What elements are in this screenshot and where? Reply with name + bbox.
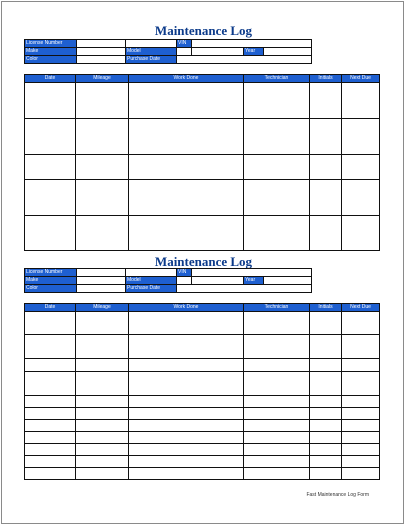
model-year-cell bbox=[192, 277, 312, 285]
cell[interactable] bbox=[342, 420, 380, 432]
col-technician: Technician bbox=[244, 304, 310, 312]
cell[interactable] bbox=[342, 396, 380, 408]
cell[interactable] bbox=[25, 359, 76, 372]
cell[interactable] bbox=[310, 444, 342, 456]
cell[interactable] bbox=[76, 335, 129, 359]
make-field[interactable] bbox=[77, 277, 126, 285]
cell[interactable] bbox=[310, 359, 342, 372]
cell[interactable] bbox=[129, 155, 244, 180]
cell[interactable] bbox=[129, 180, 244, 216]
cell[interactable] bbox=[244, 216, 310, 251]
cell[interactable] bbox=[25, 468, 76, 480]
cell[interactable] bbox=[244, 396, 310, 408]
year-field[interactable] bbox=[264, 48, 312, 55]
cell[interactable] bbox=[76, 180, 129, 216]
purchase-date-label: Purchase Date bbox=[126, 285, 177, 293]
cell[interactable] bbox=[76, 83, 129, 119]
cell[interactable] bbox=[244, 155, 310, 180]
cell[interactable] bbox=[310, 372, 342, 396]
cell[interactable] bbox=[76, 155, 129, 180]
log-title: Maintenance Log bbox=[154, 254, 253, 269]
model-field[interactable] bbox=[177, 48, 192, 56]
cell[interactable] bbox=[25, 216, 76, 251]
cell[interactable] bbox=[342, 444, 380, 456]
cell[interactable] bbox=[310, 180, 342, 216]
vehicle-info-table bbox=[24, 268, 312, 293]
color-field[interactable] bbox=[77, 285, 126, 293]
cell[interactable] bbox=[244, 372, 310, 396]
cell[interactable] bbox=[310, 432, 342, 444]
cell[interactable] bbox=[129, 396, 244, 408]
cell[interactable] bbox=[129, 119, 244, 155]
model-label: Model bbox=[126, 48, 177, 56]
cell[interactable] bbox=[25, 119, 76, 155]
cell[interactable] bbox=[244, 444, 310, 456]
cell[interactable] bbox=[342, 312, 380, 335]
cell[interactable] bbox=[342, 468, 380, 480]
table-row bbox=[25, 155, 380, 180]
cell[interactable] bbox=[25, 432, 76, 444]
cell[interactable] bbox=[25, 155, 76, 180]
col-next-due: Next Due bbox=[342, 304, 380, 312]
vin-field[interactable] bbox=[192, 40, 312, 48]
color-label: Color bbox=[25, 56, 77, 64]
table-row bbox=[25, 312, 380, 335]
model-field[interactable] bbox=[177, 277, 192, 285]
cell[interactable] bbox=[76, 408, 129, 420]
cell[interactable] bbox=[244, 408, 310, 420]
col-mileage: Mileage bbox=[76, 304, 129, 312]
cell[interactable] bbox=[25, 420, 76, 432]
cell[interactable] bbox=[310, 456, 342, 468]
cell[interactable] bbox=[342, 335, 380, 359]
cell[interactable] bbox=[76, 468, 129, 480]
cell[interactable] bbox=[310, 468, 342, 480]
cell[interactable] bbox=[310, 83, 342, 119]
cell[interactable] bbox=[342, 456, 380, 468]
cell[interactable] bbox=[342, 180, 380, 216]
cell[interactable] bbox=[342, 408, 380, 420]
cell[interactable] bbox=[25, 372, 76, 396]
purchase-date-label: Purchase Date bbox=[126, 56, 177, 64]
table-row bbox=[25, 444, 380, 456]
make-field[interactable] bbox=[77, 48, 126, 56]
model-year-cell bbox=[192, 48, 312, 56]
cell[interactable] bbox=[342, 83, 380, 119]
col-initials: Initials bbox=[310, 75, 342, 83]
cell[interactable] bbox=[76, 372, 129, 396]
cell[interactable] bbox=[25, 396, 76, 408]
model-year-subtable bbox=[192, 277, 311, 284]
log-title: Maintenance Log bbox=[154, 23, 253, 38]
log-table bbox=[24, 303, 380, 480]
table-row bbox=[25, 359, 380, 372]
color-label: Color bbox=[25, 285, 77, 293]
cell[interactable] bbox=[25, 83, 76, 119]
log-table bbox=[24, 74, 380, 251]
table-row bbox=[25, 468, 380, 480]
table-row bbox=[25, 432, 380, 444]
cell[interactable] bbox=[310, 396, 342, 408]
footer-credit: Fast Maintenance Log Form bbox=[306, 492, 369, 498]
cell[interactable] bbox=[129, 432, 244, 444]
cell[interactable] bbox=[129, 216, 244, 251]
cell[interactable] bbox=[76, 456, 129, 468]
model-label: Model bbox=[126, 277, 177, 285]
cell[interactable] bbox=[76, 312, 129, 335]
table-row bbox=[25, 216, 380, 251]
cell[interactable] bbox=[244, 83, 310, 119]
cell[interactable] bbox=[244, 180, 310, 216]
cell[interactable] bbox=[244, 335, 310, 359]
license-number-field-ext[interactable] bbox=[126, 269, 177, 277]
cell[interactable] bbox=[25, 456, 76, 468]
cell[interactable] bbox=[25, 312, 76, 335]
model-field-ext[interactable] bbox=[192, 48, 244, 55]
table-row bbox=[25, 420, 380, 432]
cell[interactable] bbox=[310, 216, 342, 251]
cell[interactable] bbox=[244, 119, 310, 155]
cell[interactable] bbox=[310, 335, 342, 359]
cell[interactable] bbox=[129, 359, 244, 372]
cell[interactable] bbox=[342, 155, 380, 180]
model-field-ext[interactable] bbox=[192, 277, 244, 284]
col-mileage: Mileage bbox=[76, 75, 129, 83]
cell[interactable] bbox=[129, 468, 244, 480]
license-number-label: License Number bbox=[25, 269, 77, 277]
cell[interactable] bbox=[76, 396, 129, 408]
vin-field[interactable] bbox=[192, 269, 312, 277]
table-row bbox=[25, 408, 380, 420]
col-date: Date bbox=[25, 75, 76, 83]
cell[interactable] bbox=[76, 119, 129, 155]
table-row bbox=[25, 83, 380, 119]
cell[interactable] bbox=[129, 456, 244, 468]
cell[interactable] bbox=[25, 180, 76, 216]
cell[interactable] bbox=[76, 216, 129, 251]
year-label: Year bbox=[244, 277, 264, 284]
table-row bbox=[25, 119, 380, 155]
purchase-date-field[interactable] bbox=[177, 285, 312, 293]
cell[interactable] bbox=[244, 420, 310, 432]
col-next-due: Next Due bbox=[342, 75, 380, 83]
vin-label: VIN bbox=[177, 40, 192, 48]
cell[interactable] bbox=[342, 216, 380, 251]
cell[interactable] bbox=[310, 420, 342, 432]
cell[interactable] bbox=[76, 359, 129, 372]
cell[interactable] bbox=[310, 312, 342, 335]
cell[interactable] bbox=[25, 444, 76, 456]
cell[interactable] bbox=[244, 359, 310, 372]
purchase-date-field[interactable] bbox=[177, 56, 312, 64]
cell[interactable] bbox=[244, 432, 310, 444]
cell[interactable] bbox=[129, 312, 244, 335]
license-number-label: License Number bbox=[25, 40, 77, 48]
make-label: Make bbox=[25, 277, 77, 285]
license-number-field[interactable] bbox=[77, 40, 126, 48]
vehicle-info-table bbox=[24, 39, 312, 64]
color-field[interactable] bbox=[77, 56, 126, 64]
cell[interactable] bbox=[76, 420, 129, 432]
cell[interactable] bbox=[244, 468, 310, 480]
cell[interactable] bbox=[310, 408, 342, 420]
cell[interactable] bbox=[129, 408, 244, 420]
year-label: Year bbox=[244, 48, 264, 55]
table-row bbox=[25, 372, 380, 396]
cell[interactable] bbox=[342, 359, 380, 372]
table-row bbox=[25, 335, 380, 359]
vin-label: VIN bbox=[177, 269, 192, 277]
cell[interactable] bbox=[25, 335, 76, 359]
cell[interactable] bbox=[310, 119, 342, 155]
license-number-field-ext[interactable] bbox=[126, 40, 177, 48]
col-technician: Technician bbox=[244, 75, 310, 83]
cell[interactable] bbox=[342, 372, 380, 396]
table-row bbox=[25, 396, 380, 408]
make-label: Make bbox=[25, 48, 77, 56]
cell[interactable] bbox=[76, 444, 129, 456]
cell[interactable] bbox=[25, 408, 76, 420]
license-number-field[interactable] bbox=[77, 269, 126, 277]
col-work-done: Work Done bbox=[129, 75, 244, 83]
cell[interactable] bbox=[76, 432, 129, 444]
cell[interactable] bbox=[129, 420, 244, 432]
table-row bbox=[25, 180, 380, 216]
cell[interactable] bbox=[129, 372, 244, 396]
year-field[interactable] bbox=[264, 277, 312, 284]
cell[interactable] bbox=[129, 83, 244, 119]
cell[interactable] bbox=[129, 444, 244, 456]
cell[interactable] bbox=[310, 155, 342, 180]
model-year-subtable bbox=[192, 48, 311, 55]
table-row bbox=[25, 456, 380, 468]
cell[interactable] bbox=[244, 312, 310, 335]
cell[interactable] bbox=[244, 456, 310, 468]
cell[interactable] bbox=[129, 335, 244, 359]
col-date: Date bbox=[25, 304, 76, 312]
cell[interactable] bbox=[342, 432, 380, 444]
col-initials: Initials bbox=[310, 304, 342, 312]
cell[interactable] bbox=[342, 119, 380, 155]
col-work-done: Work Done bbox=[129, 304, 244, 312]
